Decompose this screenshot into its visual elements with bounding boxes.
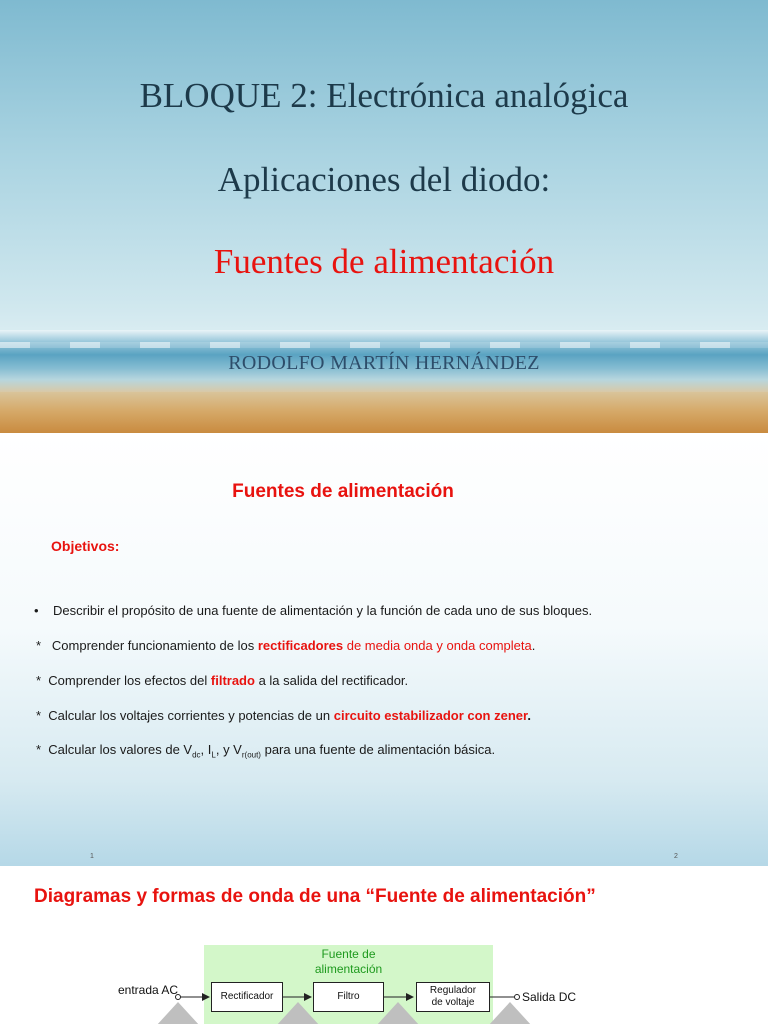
bullet-text: , I	[200, 742, 212, 757]
bullet-text: Comprender funcionamiento de los	[51, 638, 258, 653]
bullet-item-5	[36, 742, 495, 760]
bullet-text: Calcular los valores de V	[48, 742, 193, 757]
input-label: entrada AC	[118, 983, 179, 997]
subscript-l: L	[211, 750, 216, 760]
bullet-text: Describir el propósito de una fuente de alimentación y la función de cada uno de sus bloques.	[53, 603, 593, 618]
regulator-block	[416, 982, 490, 1012]
bullet-period: .	[531, 638, 536, 653]
bullet-marker: *	[36, 708, 42, 723]
slide-subtitle: Aplicaciones del diodo:	[217, 160, 551, 199]
bullet-item-1	[34, 603, 592, 618]
rectifier-block: Rectificador	[211, 982, 283, 1012]
highlight-zener: circuito estabilizador con zener	[333, 708, 528, 723]
bullet-marker: *	[36, 742, 42, 757]
page-number-left: 1	[90, 853, 94, 860]
diagram-connectors	[0, 866, 768, 1024]
bullet-text-red: de media onda y onda completa	[343, 638, 532, 653]
slide-topic: Fuentes de alimentación	[213, 242, 555, 281]
bullet-text: Calcular los voltajes corrientes y potencias de un	[48, 708, 334, 723]
highlight-rectificadores: rectificadores	[257, 638, 344, 653]
bullet-text: Comprender los efectos del	[48, 673, 211, 688]
bullet-item-2	[36, 638, 535, 653]
bullet-marker: •	[34, 603, 39, 618]
page-number-right: 2	[674, 853, 678, 860]
slide-title: BLOQUE 2: Electrónica analógica	[139, 76, 629, 115]
output-terminal	[515, 995, 520, 1000]
bullet-marker: *	[36, 673, 42, 688]
highlight-filtrado: filtrado	[210, 673, 255, 688]
regulator-label-line1: Regulador	[429, 985, 477, 996]
bullet-text: , y V	[215, 742, 242, 757]
power-supply-label-line1: Fuente de	[321, 947, 376, 961]
title-slide	[0, 0, 768, 433]
diagram-slide	[0, 866, 768, 1024]
diagram-slide-title: Diagramas y formas de onda de una “Fuente de alimentación”	[34, 886, 596, 907]
bullet-text-end: a la salida del rectificador.	[254, 673, 409, 688]
objectives-slide-title: Fuentes de alimentación	[232, 481, 454, 502]
slide-author: RODOLFO MARTÍN HERNÁNDEZ	[228, 352, 540, 374]
objectives-label: Objetivos:	[51, 538, 120, 554]
bullet-item-4	[36, 708, 531, 723]
subscript-dc: dc	[192, 750, 201, 760]
output-label: Salida DC	[522, 990, 577, 1004]
bullet-item-3	[36, 673, 408, 688]
bullet-text-end: para una fuente de alimentación básica.	[260, 742, 496, 757]
subscript-rout: r(out)	[241, 750, 261, 760]
power-supply-label-line2: alimentación	[314, 962, 383, 976]
regulator-label-line2: de voltaje	[431, 997, 475, 1008]
objectives-slide	[0, 433, 768, 866]
sand-background	[0, 392, 768, 433]
bullet-text-end: .	[527, 708, 531, 723]
bullet-marker: *	[36, 638, 42, 653]
filter-block: Filtro	[313, 982, 384, 1012]
